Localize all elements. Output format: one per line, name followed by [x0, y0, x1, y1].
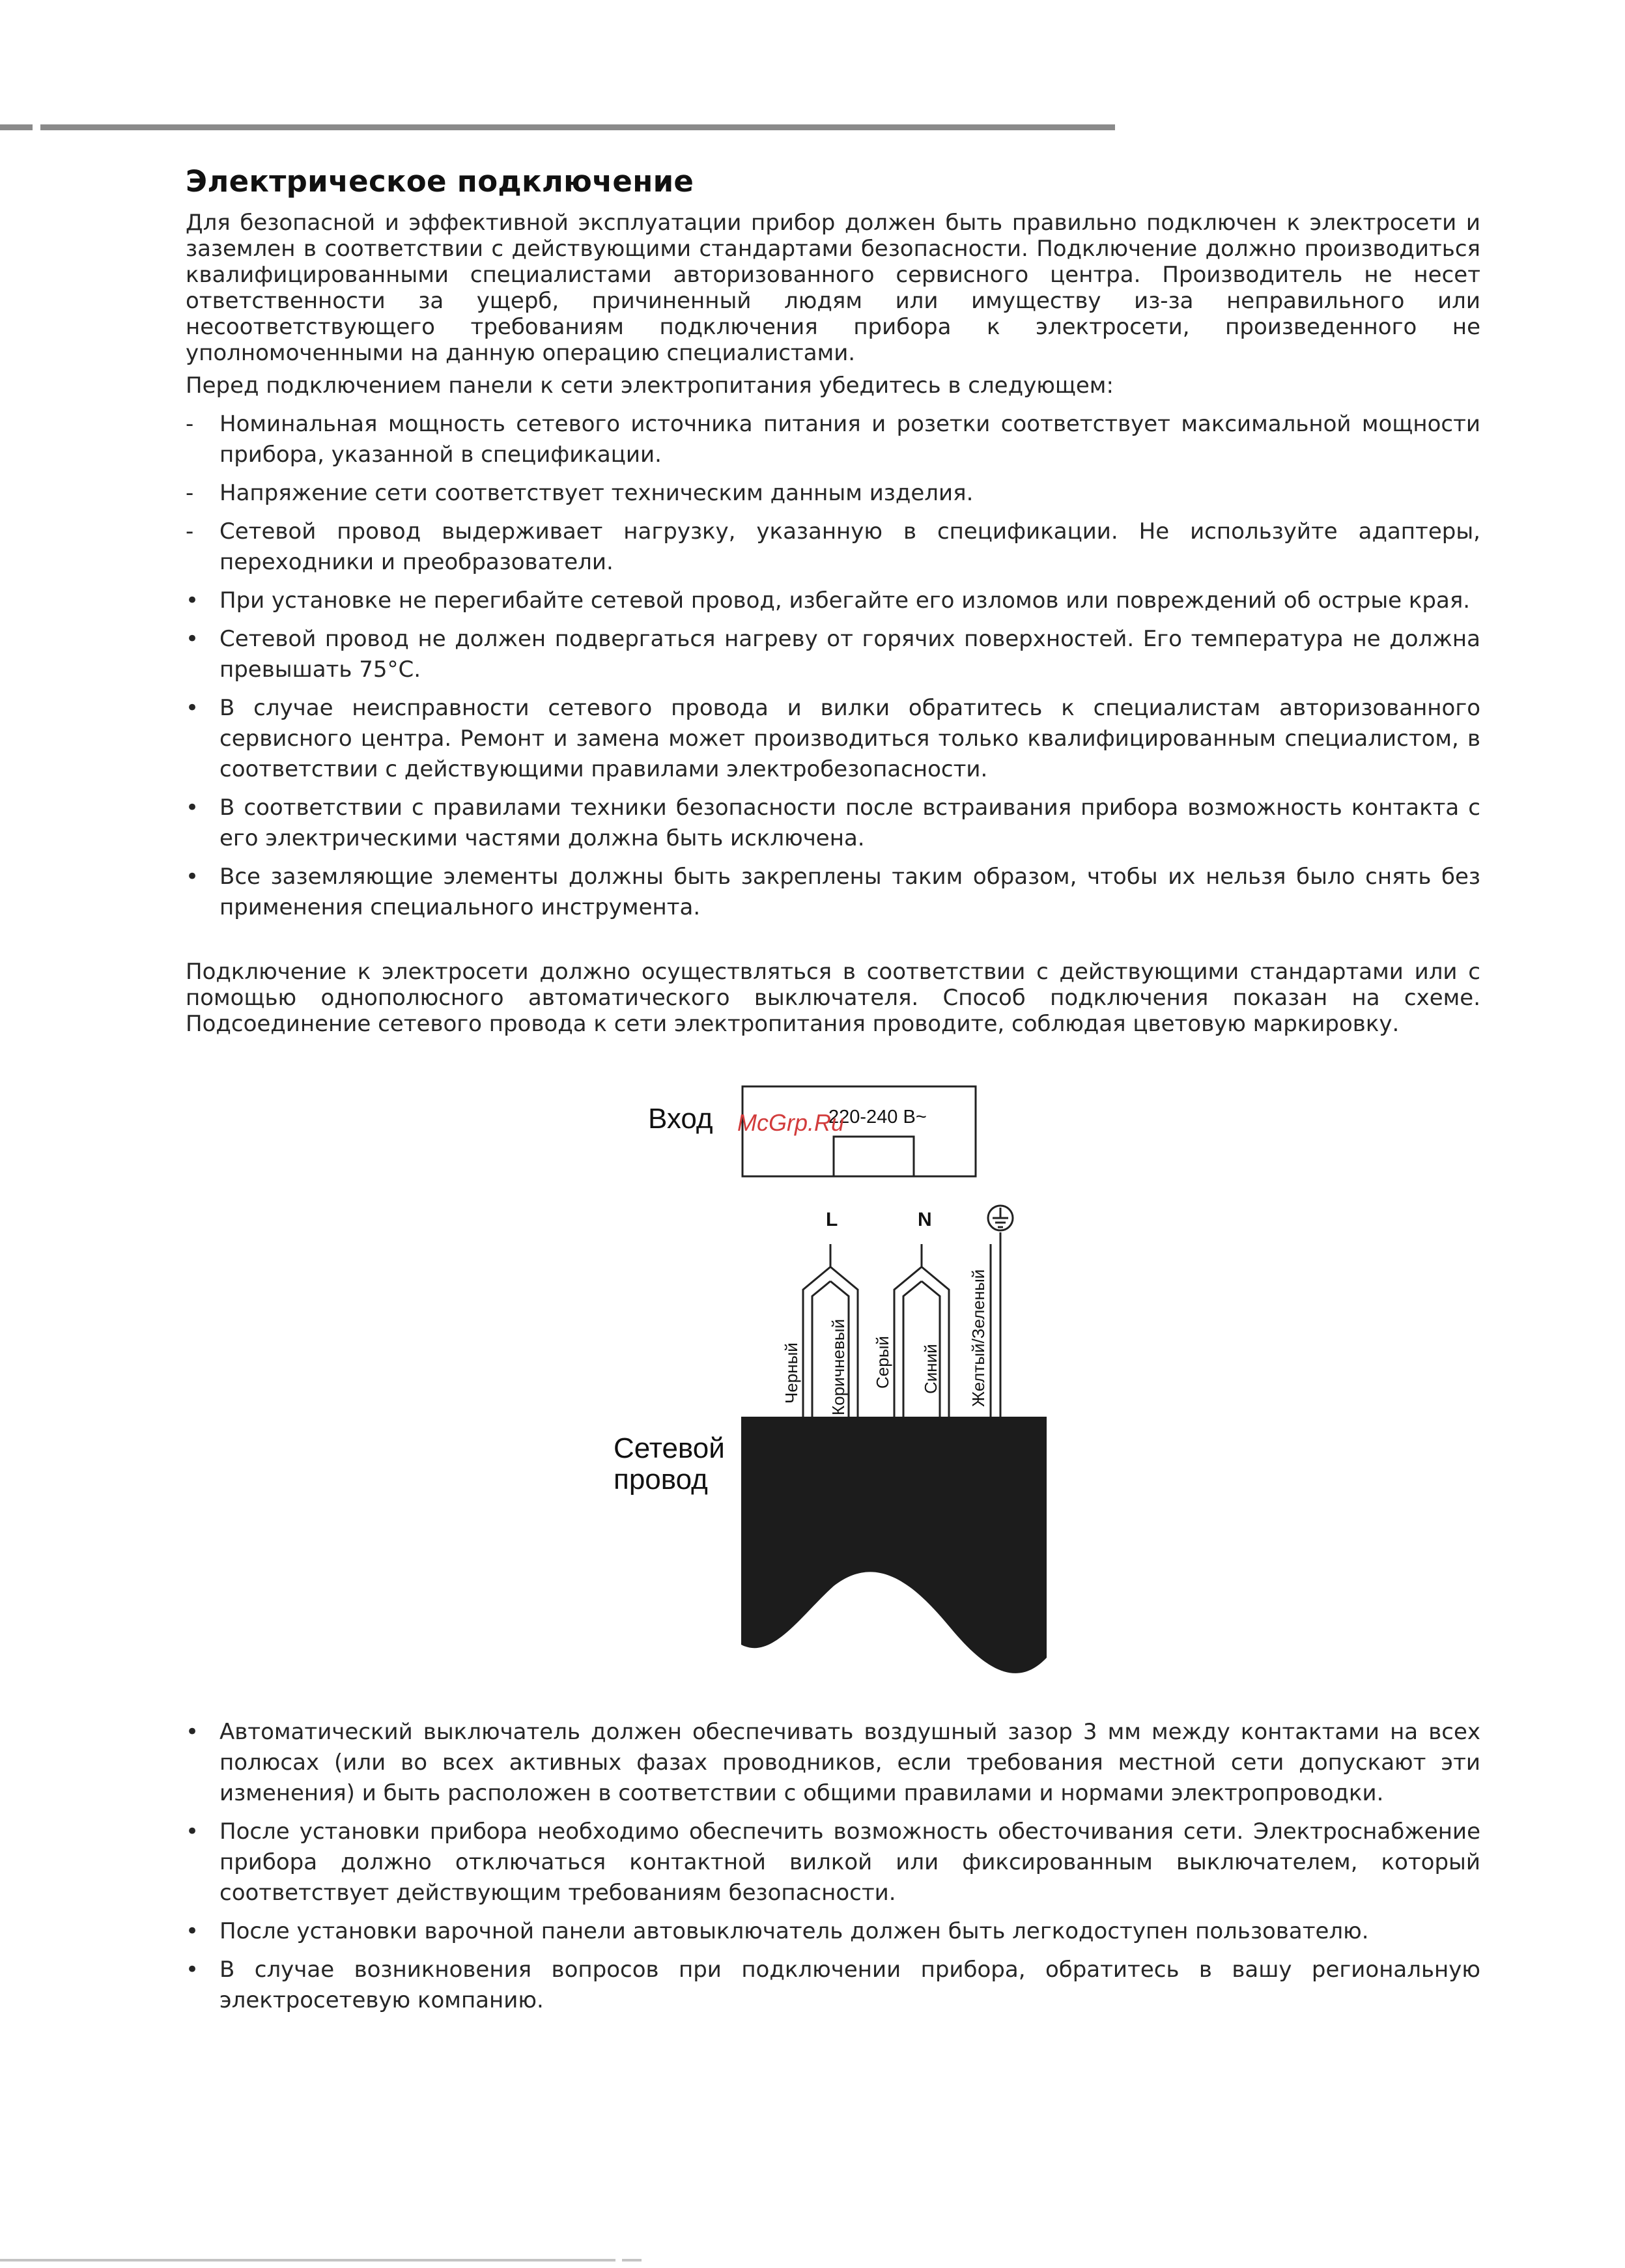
footer-rule-short: [622, 2259, 642, 2261]
list-marker: •: [186, 1957, 199, 1983]
list-item: [186, 586, 1480, 616]
list-item: [186, 1916, 1480, 1947]
list-item: [186, 1817, 1480, 1908]
requirements-list: [186, 409, 1480, 931]
list-item: [186, 862, 1480, 923]
list-item: [186, 693, 1480, 785]
cable-label-line1: Сетевой: [614, 1432, 725, 1464]
wire-label-black: Черный: [782, 1342, 801, 1404]
list-item: [186, 478, 1480, 509]
list-item-text: После установки варочной панели автовыключатель должен быть легкодоступен пользователю.: [219, 1918, 1369, 1944]
list-marker: -: [186, 518, 194, 545]
watermark: McGrp.Ru: [737, 1109, 845, 1136]
header-rule: [40, 124, 1115, 130]
cable-label-line2: провод: [614, 1464, 708, 1495]
voltage-label: 220-240 В~: [828, 1107, 927, 1127]
list-item: [186, 624, 1480, 685]
wiring-diagram: [586, 1055, 1081, 1680]
list-marker: •: [186, 864, 199, 890]
list-item-text: Номинальная мощность сетевого источника питания и розетки соответствует максимальной мощности прибора, указанной в спецификации.: [219, 411, 1480, 468]
intro-paragraph: Для безопасной и эффективной эксплуатации прибор должен быть правильно подключен к электросети и заземлен в соответствии с действующими стандартами безопасности. Подключение должно производиться квалифицированными специалистами авторизованного сервисного центра. Производитель не несет ответственности за ущерб, причиненный людям или имуществу из-за неправильного или несоответствующего требованиям подключения прибора к электросети, произведенного не уполномоченными на данную операцию специалистами.: [186, 210, 1480, 366]
ground-icon: [988, 1206, 1013, 1230]
list-item-text: Автоматический выключатель должен обеспечивать воздушный зазор 3 мм между контактами на всех полюсах (или во всех активных фазах проводников, если требования местной сети допускают эти изменения) и быть расположен в соответствии с общими правилами и нормами электропроводки.: [219, 1719, 1480, 1806]
list-item-text: Напряжение сети соответствует техническим данным изделия.: [219, 480, 974, 506]
wire-label-brown: Коричневый: [828, 1319, 848, 1415]
list-item-text: При установке не перегибайте сетевой провод, избегайте его изломов или повреждений об острые края.: [219, 588, 1471, 614]
wire-ground: [991, 1232, 1000, 1417]
list-item: [186, 793, 1480, 854]
list-marker: -: [186, 480, 194, 506]
list-marker: •: [186, 795, 199, 821]
list-item-text: Сетевой провод выдерживает нагрузку, указанную в спецификации. Не используйте адаптеры, переходники и преобразователи.: [219, 518, 1480, 575]
terminal-n-label: N: [918, 1209, 932, 1230]
pre-check-paragraph: Перед подключением панели к сети электропитания убедитесь в следующем:: [186, 373, 1114, 399]
list-marker: •: [186, 588, 199, 614]
terminal-l-label: L: [826, 1209, 838, 1230]
list-marker: •: [186, 626, 199, 652]
wire-label-gray: Серый: [873, 1336, 892, 1389]
list-item-text: Сетевой провод не должен подвергаться нагреву от горячих поверхностей. Его температура не должна превышать 75°C.: [219, 626, 1480, 683]
header-rule-left: [0, 124, 33, 130]
list-item: [186, 1717, 1480, 1809]
list-marker: •: [186, 1918, 199, 1944]
list-item: [186, 517, 1480, 578]
wire-label-blue: Синий: [921, 1344, 940, 1394]
list-item-text: После установки прибора необходимо обеспечить возможность обесточивания сети. Электроснабжение прибора должно отключаться контактной вилкой или фиксированным выключателем, который соответствует действующим требованиям безопасности.: [219, 1819, 1480, 1906]
list-marker: •: [186, 695, 199, 721]
list-marker: -: [186, 411, 194, 437]
input-label: Вход: [648, 1103, 713, 1135]
list-item: [186, 409, 1480, 470]
list-marker: •: [186, 1819, 199, 1845]
list-marker: •: [186, 1719, 199, 1745]
footer-rule: [0, 2259, 615, 2261]
breaker-list: [186, 1717, 1480, 2024]
connection-paragraph: Подключение к электросети должно осуществляться в соответствии с действующими стандартами или с помощью однополюсного автоматического выключателя. Способ подключения показан на схеме. Подсоединение сетевого провода к сети электропитания проводите, соблюдая цветовую маркировку.: [186, 959, 1480, 1037]
cable-sheath: [741, 1417, 1047, 1673]
list-item-text: В случае неисправности сетевого провода и вилки обратитесь к специалистам авторизованного сервисного центра. Ремонт и замена может производиться только квалифицированным специалистом, в соответствии с действующими правилами электробезопасности.: [219, 695, 1480, 782]
list-item-text: В соответствии с правилами техники безопасности после встраивания прибора возможность контакта с его электрическими частями должна быть исключена.: [219, 795, 1480, 851]
list-item-text: Все заземляющие элементы должны быть закреплены таким образом, чтобы их нельзя было снять без применения специального инструмента.: [219, 864, 1480, 920]
wire-label-yellow-green: Желтый/Зеленый: [968, 1269, 988, 1407]
section-heading: Электрическое подключение: [186, 164, 694, 199]
list-item-text: В случае возникновения вопросов при подключении прибора, обратитесь в вашу региональную электросетевую компанию.: [219, 1957, 1480, 2013]
list-item: [186, 1955, 1480, 2016]
